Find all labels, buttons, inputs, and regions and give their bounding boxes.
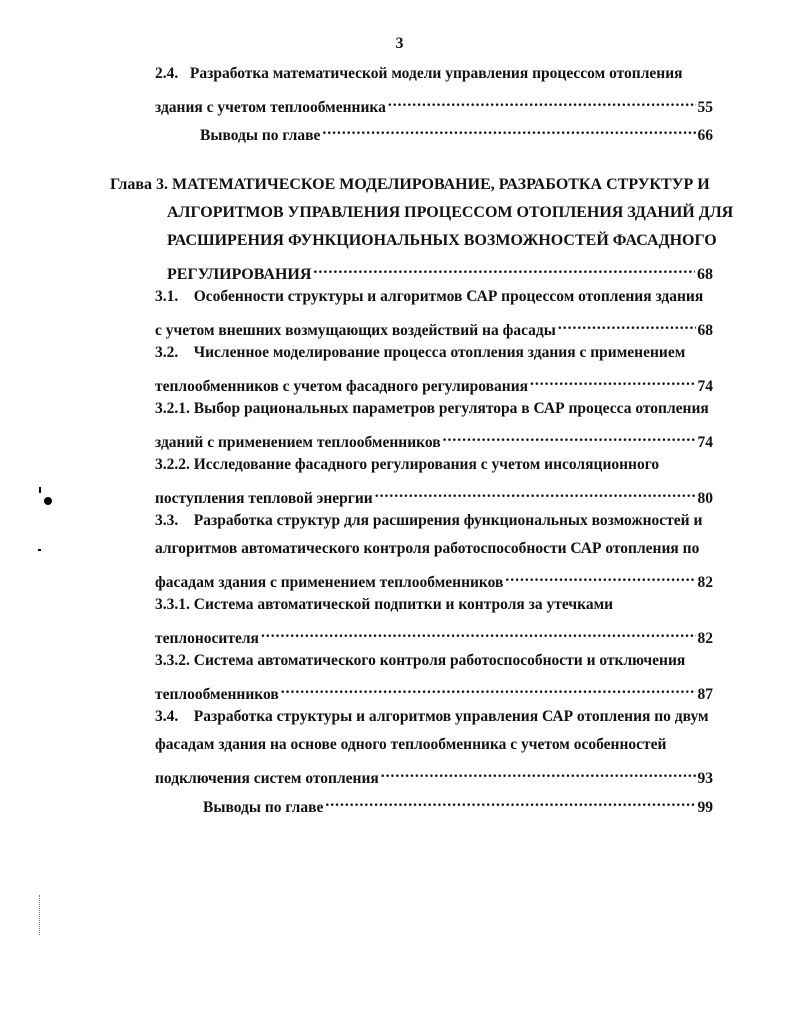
page-number: 3 bbox=[395, 35, 404, 52]
toc-entry-3-2-line1: 3.2. Численное моделирование процесса отопления здания с применением bbox=[155, 344, 686, 361]
scan-artifact bbox=[39, 895, 41, 935]
leader-dots bbox=[388, 92, 696, 112]
toc-entry-3-4-line1: 3.4. Разработка структуры и алгоритмов управления САР отопления по двум bbox=[155, 708, 709, 725]
toc-entry-3-4[interactable] bbox=[155, 763, 713, 789]
toc-page-number: 68 bbox=[697, 266, 713, 283]
leader-dots bbox=[381, 763, 696, 783]
leader-dots bbox=[530, 371, 695, 391]
toc-entry-3-2-2[interactable] bbox=[155, 483, 713, 509]
toc-entry-2-4[interactable] bbox=[155, 92, 713, 118]
toc-entry-ch3-conclusions[interactable] bbox=[203, 792, 713, 818]
toc-entry-3-3-1[interactable] bbox=[155, 623, 713, 649]
toc-entry-3-1-line1: 3.1. Особенности структуры и алгоритмов САР процессом отопления здания bbox=[155, 288, 704, 305]
leader-dots bbox=[261, 623, 696, 643]
toc-entry-3-3-2-line1: 3.3.2. Система автоматического контроля работоспособности и отключения bbox=[155, 652, 686, 669]
toc-page-number: 80 bbox=[697, 490, 713, 507]
toc-entry-title: теплообменников с учетом фасадного регулирования bbox=[155, 378, 529, 395]
toc-entry-title: теплоносителя bbox=[155, 630, 259, 647]
toc-entry-3-4-line2: фасадам здания на основе одного теплообменника с учетом особенностей bbox=[155, 736, 667, 753]
chapter-3-heading-line3: РАСШИРЕНИЯ ФУНКЦИОНАЛЬНЫХ ВОЗМОЖНОСТЕЙ ФАСАДНОГО bbox=[167, 232, 717, 249]
toc-entry-3-2-2-line1: 3.2.2. Исследование фасадного регулирования с учетом инсоляционного bbox=[155, 456, 660, 473]
toc-page-number: 68 bbox=[697, 322, 713, 339]
scan-artifact bbox=[39, 487, 41, 493]
chapter-3-heading-line4: РЕГУЛИРОВАНИЯ bbox=[167, 266, 312, 283]
toc-entry-title: фасадам здания с применением теплообменников bbox=[155, 574, 504, 591]
scan-artifact bbox=[44, 497, 52, 505]
toc-entry-title: теплообменников bbox=[155, 686, 279, 703]
leader-dots bbox=[558, 315, 696, 335]
toc-page-number: 99 bbox=[697, 799, 713, 816]
toc-entry-3-1[interactable] bbox=[155, 315, 713, 341]
toc-entry-title: зданий с применением теплообменников bbox=[155, 434, 441, 451]
leader-dots bbox=[313, 259, 695, 279]
toc-entry-title: с учетом внешних возмущающих воздействий на фасады bbox=[155, 322, 556, 339]
toc-entry-3-3-line2: алгоритмов автоматического контроля работоспособности САР отопления по bbox=[155, 540, 700, 557]
toc-page-number: 74 bbox=[697, 378, 713, 395]
leader-dots bbox=[322, 120, 695, 140]
toc-entry-2-4-line1: 2.4. Разработка математической модели управления процессом отопления bbox=[155, 65, 683, 82]
toc-entry-3-2[interactable] bbox=[155, 371, 713, 397]
scan-artifact bbox=[38, 549, 41, 551]
toc-entry-title: Выводы по главе bbox=[203, 799, 324, 816]
chapter-3-heading-line2: АЛГОРИТМОВ УПРАВЛЕНИЯ ПРОЦЕССОМ ОТОПЛЕНИЯ ЗДАНИЙ ДЛЯ bbox=[167, 204, 734, 221]
toc-entry-3-2-1-line1: 3.2.1. Выбор рациональных параметров регулятора в САР процесса отопления bbox=[155, 400, 709, 417]
leader-dots bbox=[375, 483, 696, 503]
toc-page-number: 74 bbox=[697, 434, 713, 451]
toc-entry-3-3[interactable] bbox=[155, 567, 713, 593]
toc-page-number: 82 bbox=[697, 630, 713, 647]
toc-entry-ch2-conclusions[interactable] bbox=[200, 120, 713, 146]
toc-entry-chapter-3[interactable] bbox=[167, 259, 713, 285]
toc-entry-2-4-title: здания с учетом теплообменника bbox=[155, 99, 386, 116]
toc-page-number: 55 bbox=[697, 99, 713, 116]
toc-entry-title: поступления тепловой энергии bbox=[155, 490, 373, 507]
toc-entry-3-3-1-line1: 3.3.1. Система автоматической подпитки и контроля за утечками bbox=[155, 596, 614, 613]
leader-dots bbox=[505, 567, 695, 587]
toc-entry-3-2-1[interactable] bbox=[155, 427, 713, 453]
toc-page-number: 66 bbox=[697, 127, 713, 144]
toc-entry-title: Выводы по главе bbox=[200, 127, 321, 144]
toc-entry-3-3-2[interactable] bbox=[155, 679, 713, 705]
toc-page-number: 93 bbox=[697, 770, 713, 787]
toc-entry-3-3-line1: 3.3. Разработка структур для расширения функциональных возможностей и bbox=[155, 512, 703, 529]
toc-page-number: 82 bbox=[697, 574, 713, 591]
chapter-3-heading-line1: Глава 3. МАТЕМАТИЧЕСКОЕ МОДЕЛИРОВАНИЕ, РАЗРАБОТКА СТРУКТУР И bbox=[110, 176, 710, 193]
toc-entry-title: подключения систем отопления bbox=[155, 770, 379, 787]
toc-page-number: 87 bbox=[697, 686, 713, 703]
leader-dots bbox=[325, 792, 695, 812]
leader-dots bbox=[443, 427, 696, 447]
leader-dots bbox=[281, 679, 696, 699]
